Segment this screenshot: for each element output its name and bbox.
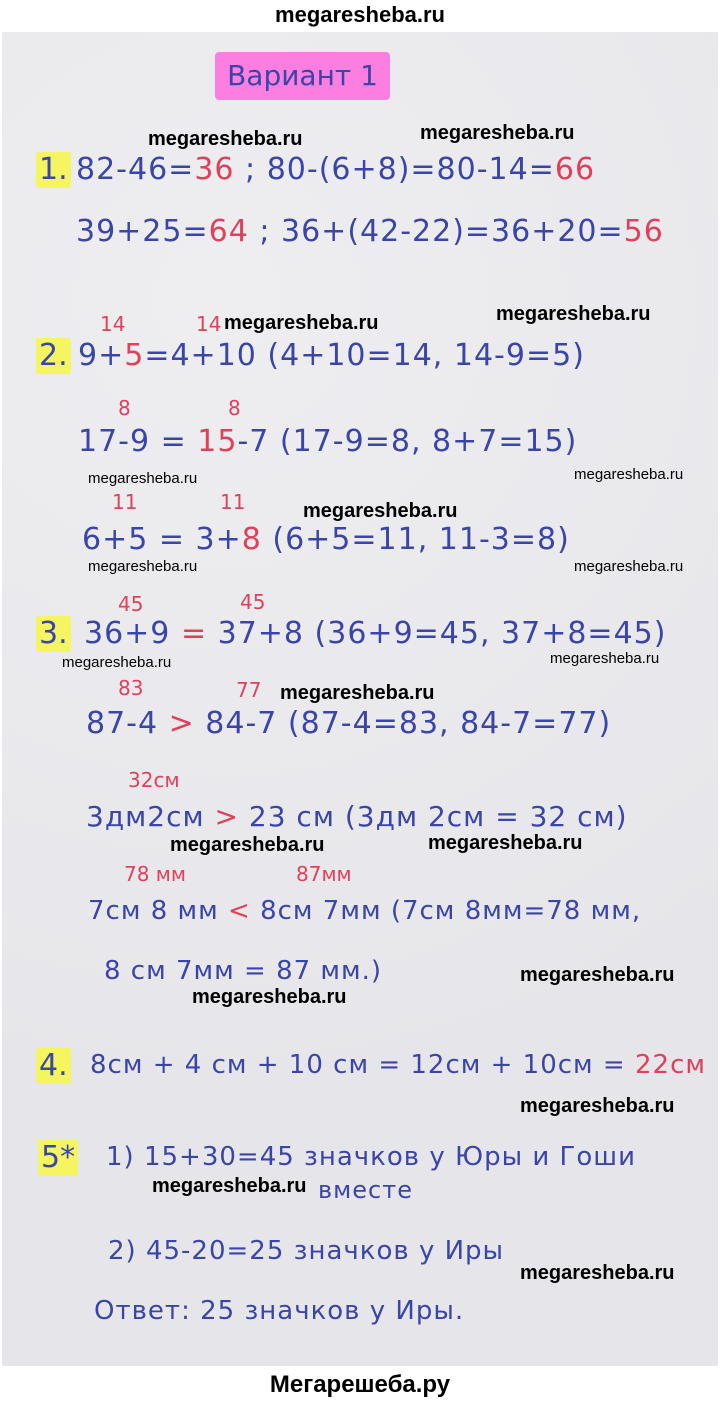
expression: 17-9 = bbox=[78, 424, 198, 459]
task3-line2 bbox=[86, 706, 611, 741]
task-number: 1. bbox=[36, 152, 71, 188]
intermediate-value: 14 bbox=[196, 312, 222, 336]
watermark: megaresheba.ru bbox=[303, 500, 458, 522]
task5-line1: 1) 15+30=45 значков у Юры и Гоши bbox=[106, 1142, 636, 1172]
watermark: megaresheba.ru bbox=[280, 682, 435, 704]
watermark: megaresheba.ru bbox=[496, 303, 651, 325]
task3-line4 bbox=[88, 896, 641, 926]
expression: 3дм2см bbox=[86, 800, 215, 833]
expression: (6+5=11, 11-3=8) bbox=[261, 522, 570, 557]
answer: 66 bbox=[554, 152, 596, 187]
intermediate-value: 83 bbox=[118, 676, 144, 700]
watermark: megaresheba.ru bbox=[574, 558, 684, 575]
expression: 36+9 bbox=[84, 616, 181, 651]
expression: 39+25= bbox=[76, 214, 209, 249]
expression: 7см 8 мм bbox=[88, 896, 229, 926]
variant-title: Вариант 1 bbox=[215, 52, 390, 100]
expression: 6+5 = 3+ bbox=[82, 522, 242, 557]
expression: -7 (17-9=8, 8+7=15) bbox=[237, 424, 578, 459]
intermediate-value: 32см bbox=[128, 768, 180, 792]
watermark: megaresheba.ru bbox=[148, 128, 303, 150]
task-number: 2. bbox=[36, 338, 71, 374]
watermark: megaresheba.ru bbox=[170, 834, 325, 856]
watermark: megaresheba.ru bbox=[88, 558, 198, 575]
watermark: megaresheba.ru bbox=[152, 1175, 307, 1197]
answer: 64 bbox=[208, 214, 249, 249]
comparison-sign: < bbox=[228, 896, 251, 926]
watermark: megaresheba.ru bbox=[550, 650, 660, 667]
expression: 23 см (3дм 2см = 32 см) bbox=[239, 800, 628, 833]
task1-line2 bbox=[76, 214, 664, 249]
intermediate-value: 14 bbox=[100, 312, 126, 336]
expression: 87-4 bbox=[86, 706, 169, 741]
intermediate-value: 87мм bbox=[296, 862, 352, 886]
intermediate-value: 78 мм bbox=[124, 862, 186, 886]
task4-line bbox=[90, 1050, 706, 1080]
task2-line2 bbox=[78, 424, 577, 459]
expression: =4+10 (4+10=14, 14-9=5) bbox=[144, 338, 585, 373]
answer: 36 bbox=[194, 152, 235, 187]
watermark: megaresheba.ru bbox=[574, 466, 684, 483]
expression: 84-7 (87-4=83, 84-7=77) bbox=[194, 706, 612, 741]
intermediate-value: 8 bbox=[228, 396, 241, 420]
intermediate-value: 45 bbox=[118, 592, 144, 616]
expression: ; 80-(6+8)=80-14= bbox=[245, 152, 555, 187]
expression: 37+8 (36+9=45, 37+8=45) bbox=[207, 616, 667, 651]
answer: 8 bbox=[241, 522, 262, 557]
site-footer: Мегарешеба.ру bbox=[269, 1371, 451, 1398]
answer: 56 bbox=[623, 214, 664, 249]
intermediate-value: 11 bbox=[220, 490, 246, 514]
expression: 8см + 4 см + 10 см = 12см + 10см = bbox=[90, 1050, 635, 1080]
task3-line5: 8 см 7мм = 87 мм.) bbox=[104, 956, 383, 986]
task2-line1 bbox=[78, 338, 585, 373]
watermark: megaresheba.ru bbox=[88, 470, 198, 487]
expression: ; 36+(42-22)=36+20= bbox=[259, 214, 624, 249]
watermark: megaresheba.ru bbox=[520, 1262, 675, 1284]
expression: 82-46= bbox=[76, 152, 195, 187]
watermark: megaresheba.ru bbox=[62, 654, 172, 671]
answer: 15 bbox=[197, 424, 238, 459]
expression: 9+ bbox=[78, 338, 125, 373]
intermediate-value: 45 bbox=[240, 590, 266, 614]
watermark: megaresheba.ru bbox=[192, 986, 347, 1008]
task1-line1 bbox=[76, 152, 595, 187]
task2-line3 bbox=[82, 522, 570, 557]
intermediate-value: 11 bbox=[112, 490, 138, 514]
task5-line1-cont: вместе bbox=[318, 1176, 413, 1204]
task5-answer: Ответ: 25 значков у Иры. bbox=[94, 1296, 465, 1326]
site-header: megaresheba.ru bbox=[275, 2, 445, 27]
comparison-sign: > bbox=[168, 706, 195, 741]
task3-line3 bbox=[86, 800, 628, 833]
intermediate-value: 8 bbox=[118, 396, 131, 420]
answer: 22см bbox=[634, 1050, 706, 1080]
watermark: megaresheba.ru bbox=[520, 1095, 675, 1117]
intermediate-value: 77 bbox=[236, 678, 262, 702]
comparison-sign: > bbox=[214, 800, 239, 833]
comparison-sign: = bbox=[180, 616, 208, 651]
watermark: megaresheba.ru bbox=[520, 964, 675, 986]
task5-line2: 2) 45-20=25 значков у Иры bbox=[108, 1236, 505, 1266]
watermark: megaresheba.ru bbox=[428, 832, 583, 854]
watermark: megaresheba.ru bbox=[224, 312, 379, 334]
task-number: 4. bbox=[36, 1048, 71, 1084]
answer: 5 bbox=[124, 338, 145, 373]
task-number: 5* bbox=[38, 1140, 78, 1176]
task-number: 3. bbox=[36, 616, 71, 652]
expression: 8см 7мм (7см 8мм=78 мм, bbox=[250, 896, 642, 926]
watermark: megaresheba.ru bbox=[420, 122, 575, 144]
task3-line1 bbox=[84, 616, 666, 651]
